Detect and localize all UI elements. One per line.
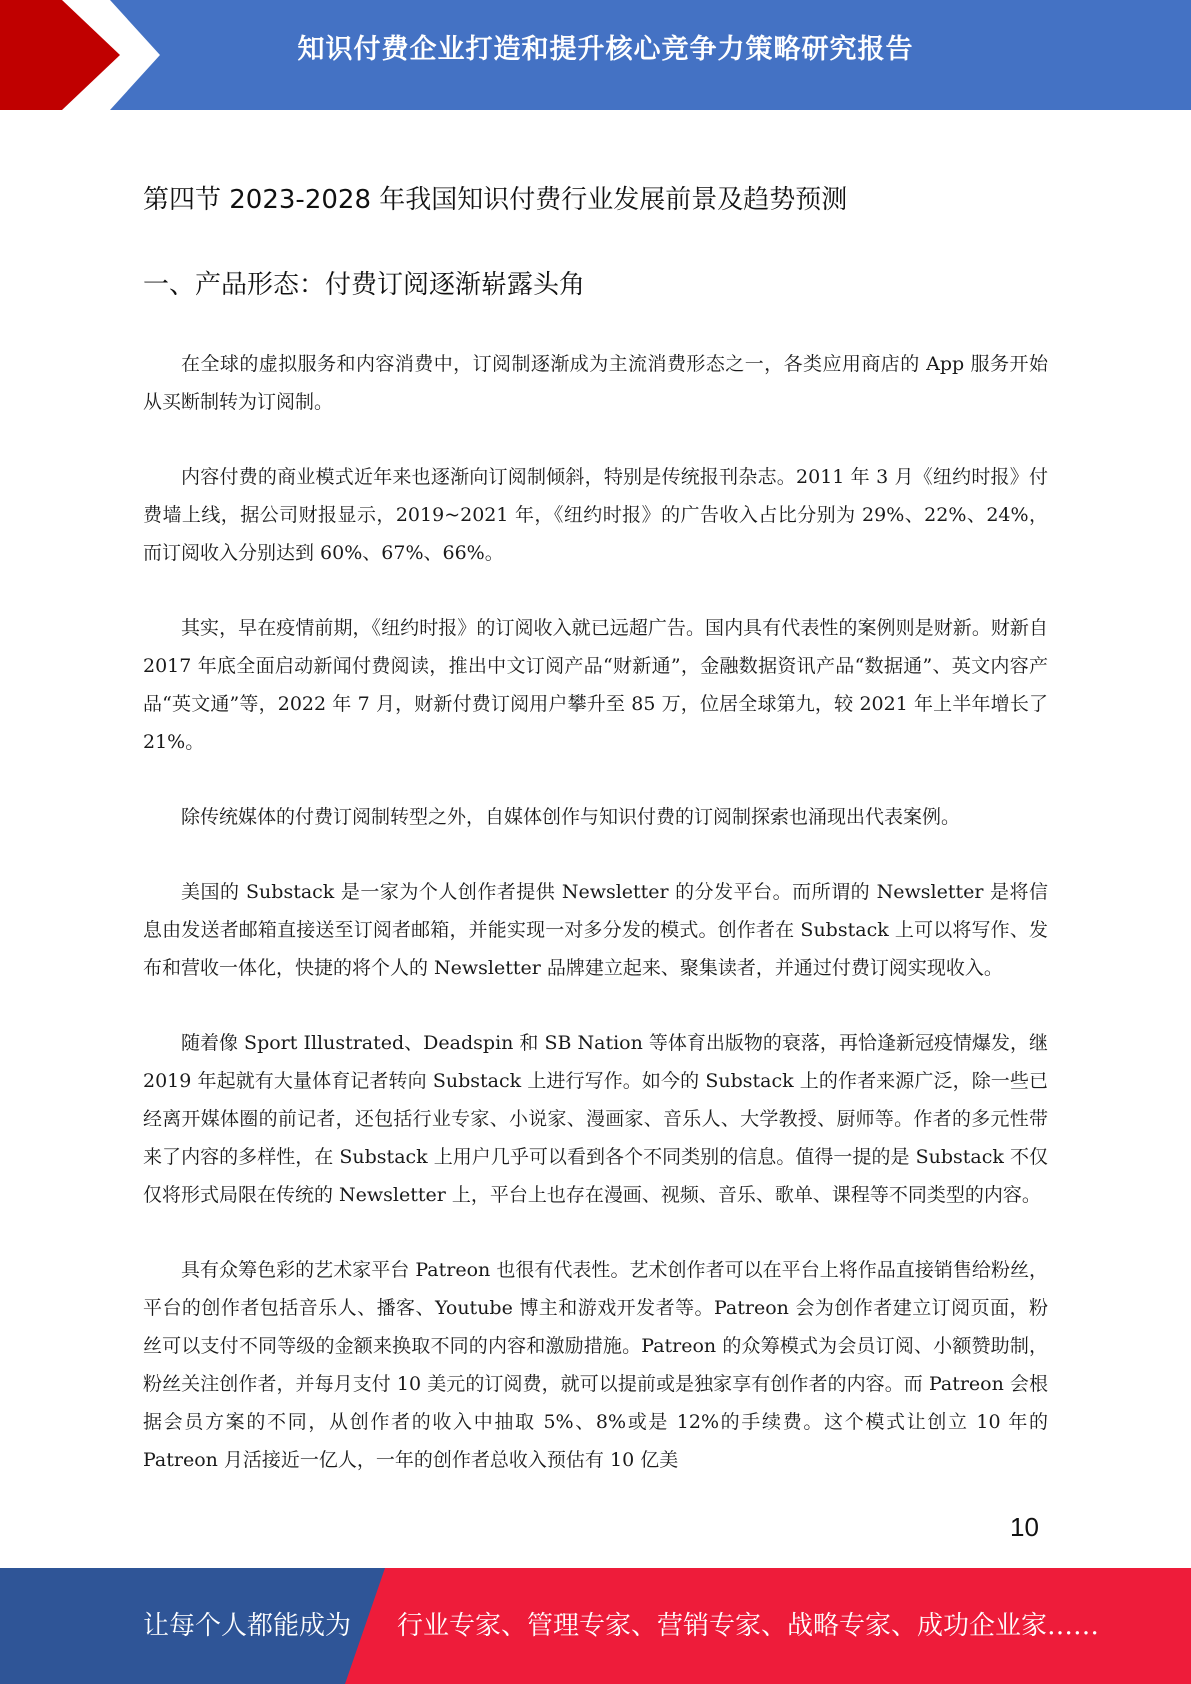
page-header: [0, 0, 1191, 110]
page-number: 10: [1010, 1512, 1039, 1542]
paragraph: 其实，早在疫情前期，《纽约时报》的订阅收入就已远超广告。国内具有代表性的案例则是财新。财新自 2017 年底全面启动新闻付费阅读，推出中文订阅产品“财新通”，金融数据资讯产品“数据通”、英文内容产品“英文通”等，2022 年 7 月，财新付费订阅用户攀升至 85 万，位居全球第九，较 2021 年上半年增长了 21%。: [143, 617, 1048, 753]
page-footer: [0, 1568, 1191, 1684]
sub-section-title: 一、产品形态：付费订阅逐渐崭露头角: [143, 270, 586, 300]
paragraph: 在全球的虚拟服务和内容消费中，订阅制逐渐成为主流消费形态之一，各类应用商店的 App 服务开始从买断制转为订阅制。: [143, 353, 1048, 413]
footer-slogan-right: 行业专家、管理专家、营销专家、战略专家、成功企业家……: [397, 1611, 1100, 1641]
paragraph: 除传统媒体的付费订阅制转型之外，自媒体创作与知识付费的订阅制探索也涌现出代表案例。: [181, 806, 961, 828]
footer-slogan-left: 让每个人都能成为: [143, 1611, 352, 1641]
section-title: 第四节 2023-2028 年我国知识付费行业发展前景及趋势预测: [143, 185, 848, 215]
paragraph: 具有众筹色彩的艺术家平台 Patreon 也很有代表性。艺术创作者可以在平台上将作品直接销售给粉丝，平台的创作者包括音乐人、播客、Youtube 博主和游戏开发者等。Patreon 会为创作者建立订阅页面，粉丝可以支付不同等级的金额来换取不同的内容和激励措施。Patreon 的众筹模式为会员订阅、小额赞助制，粉丝关注创作者，并每月支付 10 美元的订阅费，就可以提前或是独家享有创作者的内容。而 Patreon 会根据会员方案的不同，从创作者的收入中抽取 5%、8%或是 12%的手续费。这个模式让创立 10 年的 Patreon 月活接近一亿人，一年的创作者总收入预估有 10 亿美: [143, 1259, 1048, 1471]
paragraph: 随着像 Sport Illustrated、Deadspin 和 SB Nation 等体育出版物的衰落，再恰逢新冠疫情爆发，继 2019 年起就有大量体育记者转向 Substack 上进行写作。如今的 Substack 上的作者来源广泛，除一些已经离开媒体圈的前记者，还包括行业专家、小说家、漫画家、音乐人、大学教授、厨师等。作者的多元性带来了内容的多样性，在 Substack 上用户几乎可以看到各个不同类别的信息。值得一提的是 Substack 不仅仅将形式局限在传统的 Newsletter 上，平台上也存在漫画、视频、音乐、歌单、课程等不同类型的内容。: [143, 1032, 1048, 1206]
report-title: 知识付费企业打造和提升核心竞争力策略研究报告: [297, 34, 914, 65]
paragraph: 内容付费的商业模式近年来也逐渐向订阅制倾斜，特别是传统报刊杂志。2011 年 3 月《纽约时报》付费墙上线，据公司财报显示，2019~2021 年，《纽约时报》的广告收入占比分别为 29%、22%、24%，而订阅收入分别达到 60%、67%、66%。: [143, 466, 1048, 564]
paragraph: 美国的 Substack 是一家为个人创作者提供 Newsletter 的分发平台。而所谓的 Newsletter 是将信息由发送者邮箱直接送至订阅者邮箱，并能实现一对多分发的模式。创作者在 Substack 上可以将写作、发布和营收一体化，快捷的将个人的 Newsletter 品牌建立起来、聚集读者，并通过付费订阅实现收入。: [143, 881, 1048, 979]
document-body: [143, 180, 1048, 1516]
